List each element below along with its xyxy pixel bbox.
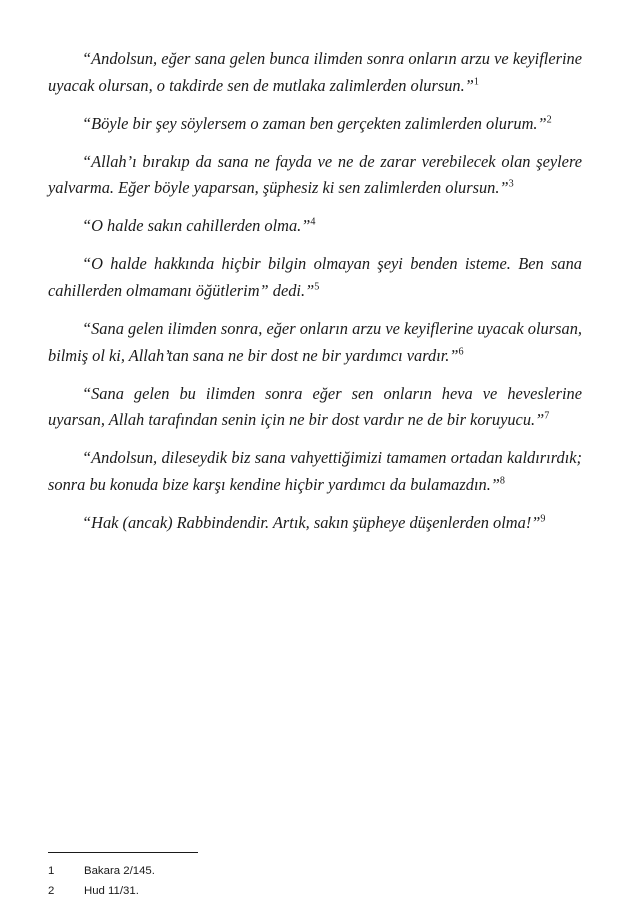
footnote-entry: [48, 882, 582, 901]
paragraph-text: “Andolsun, eğer sana gelen bunca ilimden sonra onların arzu ve keyiflerine uyacak olursan, o takdirde sen de mutlaka zalimlerden olursun.”: [48, 49, 582, 95]
footnote-marker: 9: [540, 513, 546, 525]
footnote-number: 1: [48, 865, 55, 877]
footnote-marker: 2: [546, 114, 552, 126]
footnote-marker: 4: [310, 216, 316, 228]
footnote-marker: 6: [458, 346, 464, 358]
footnote-text: Hud 11/31.: [84, 884, 139, 897]
paragraph: [48, 381, 582, 434]
paragraph-text: “Hak (ancak) Rabbindendir. Artık, sakın şüpheye düşenlerden olma!”: [82, 513, 541, 533]
paragraph: [48, 445, 582, 498]
paragraph-text: “Böyle bir şey söylersem o zaman ben gerçekten zalimlerden olurum.”: [82, 113, 547, 133]
paragraph-text: “Sana gelen ilimden sonra, eğer onların arzu ve keyiflerine uyacak olursan, bilmiş ol ki, Allah’tan sana ne bir dost ne bir yardımcı vardır.”: [48, 319, 582, 365]
paragraph-text: “Andolsun, dileseydik biz sana vahyettiğimizi tamamen ortadan kaldırırdık; sonra bu konuda bize karşı kendine hiçbir yardımcı da bulamazdın.”: [48, 448, 582, 495]
footnote-entry: [48, 862, 582, 882]
footnote-marker: 1: [473, 76, 479, 88]
footnote-marker: 8: [499, 475, 505, 487]
paragraph: [48, 111, 582, 138]
paragraph: [48, 316, 582, 369]
paragraph: [48, 510, 582, 537]
footnote-section: [48, 852, 582, 901]
paragraph-text: “Allah’ı bırakıp da sana ne fayda ve ne de zarar verebilecek olan şeylere yalvarma. Eğer böyle yaparsan, şüphesiz ki sen zalimlerden olursun.”: [48, 151, 582, 198]
paragraph: [48, 149, 582, 202]
paragraph-text: “O halde sakın cahillerden olma.”: [82, 216, 311, 236]
paragraph: [48, 46, 582, 99]
footnote-number: 2: [48, 884, 55, 897]
footnote-marker: 3: [508, 178, 514, 190]
paragraph-text: “O halde hakkında hiçbir bilgin olmayan şeyi benden isteme. Ben sana cahillerden olmamanı öğütlerim” dedi.”: [48, 254, 582, 301]
paragraph-text: “Sana gelen bu ilimden sonra eğer sen onların heva ve heveslerine uyarsan, Allah tarafından senin için ne bir dost vardır ne de bir koruyucu.”: [48, 383, 582, 430]
footnote-marker: 7: [544, 410, 550, 422]
footnote-text: Bakara 2/145.: [84, 865, 155, 877]
body-text-block: [48, 46, 582, 537]
footnote-separator-rule: [48, 852, 198, 853]
paragraph: [48, 213, 582, 240]
paragraph: [48, 251, 582, 304]
footnote-marker: 5: [314, 281, 320, 293]
